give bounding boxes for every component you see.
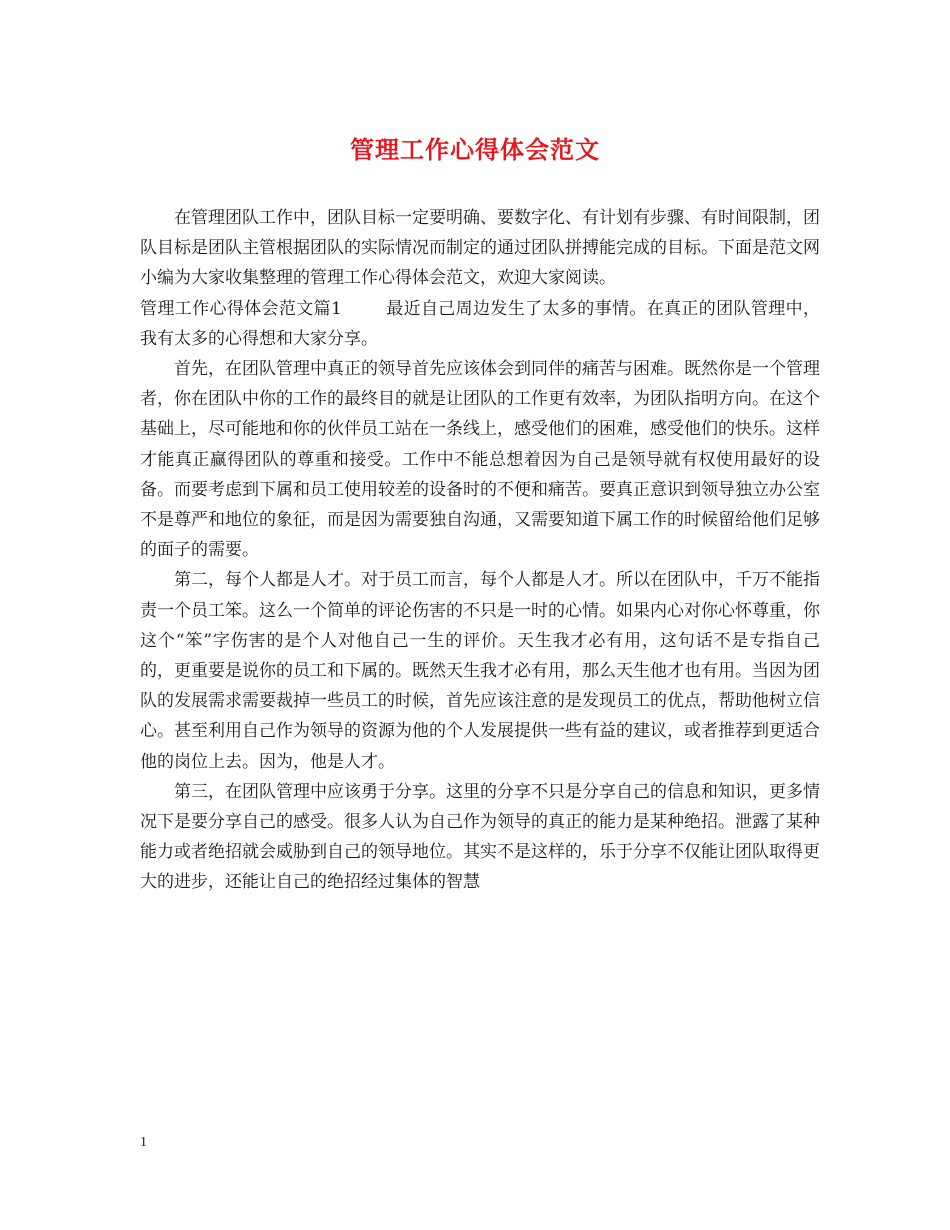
body-paragraph-third: 第三，在团队管理中应该勇于分享。这里的分享不只是分享自己的信息和知识，更多情况下是要分享自己的感受。很多人认为自己作为领导的真正的能力是某种绝招。泄露了某种能力或者绝招就会威胁到自己的领导地位。其实不是这样的，乐于分享不仅能让团队取得更大的进步，还能让自己的绝招经过集体的智慧 — [140, 781, 820, 893]
intro-paragraph: 在管理团队工作中，团队目标一定要明确、要数字化、有计划有步骤、有时间限制，团队目标是团队主管根据团队的实际情况而制定的通过团队拼搏能完成的目标。下面是范文网小编为大家收集整理的管理工作心得体会范文，欢迎大家阅读。 — [140, 208, 820, 289]
body-paragraph-first: 首先，在团队管理中真正的领导首先应该体会到同伴的痛苦与困难。既然你是一个管理者，你在团队中你的工作的最终目的就是让团队的工作更有效率，为团队指明方向。在这个基础上，尽可能地和你的伙伴员工站在一条线上，感受他们的困难，感受他们的快乐。这样才能真正赢得团队的尊重和接受。工作中不能总想着因为自己是领导就有权使用最好的设备。而要考虑到下属和员工使用较差的设备时的不便和痛苦。要真正意识到领导独立办公室不是尊严和地位的象征，而是因为需要独自沟通，又需要知道下属工作的时候留给他们足够的面子的需要。 — [140, 359, 820, 561]
section-heading: 管理工作心得体会范文篇1 — [140, 298, 342, 319]
page-number: 1 — [140, 1135, 147, 1150]
document-body — [140, 203, 820, 898]
section-heading-paragraph — [140, 294, 820, 354]
body-paragraph-second: 第二，每个人都是人才。对于员工而言，每个人都是人才。所以在团队中，千万不能指责一个员工笨。这么一个简单的评论伤害的不只是一时的心情。如果内心对你心怀尊重，你这个“笨”字伤害的是个人对他自己一生的评价。天生我才必有用，这句话不是专指自己的，更重要是说你的员工和下属的。既然天生我才必有用，那么天生他才也有用。当因为团队的发展需求需要裁掉一些员工的时候，首先应该注意的是发现员工的优点，帮助他树立信心。甚至利用自己作为领导的资源为他的个人发展提供一些有益的建议，或者推荐到更适合他的岗位上去。因为，他是人才。 — [140, 570, 820, 772]
section-lead: 最近自己周边发生了太多的事情。在真正的团队管理中，我有太多的心得想和大家分享。 — [140, 298, 820, 349]
document-title: 管理工作心得体会范文 — [350, 135, 600, 164]
